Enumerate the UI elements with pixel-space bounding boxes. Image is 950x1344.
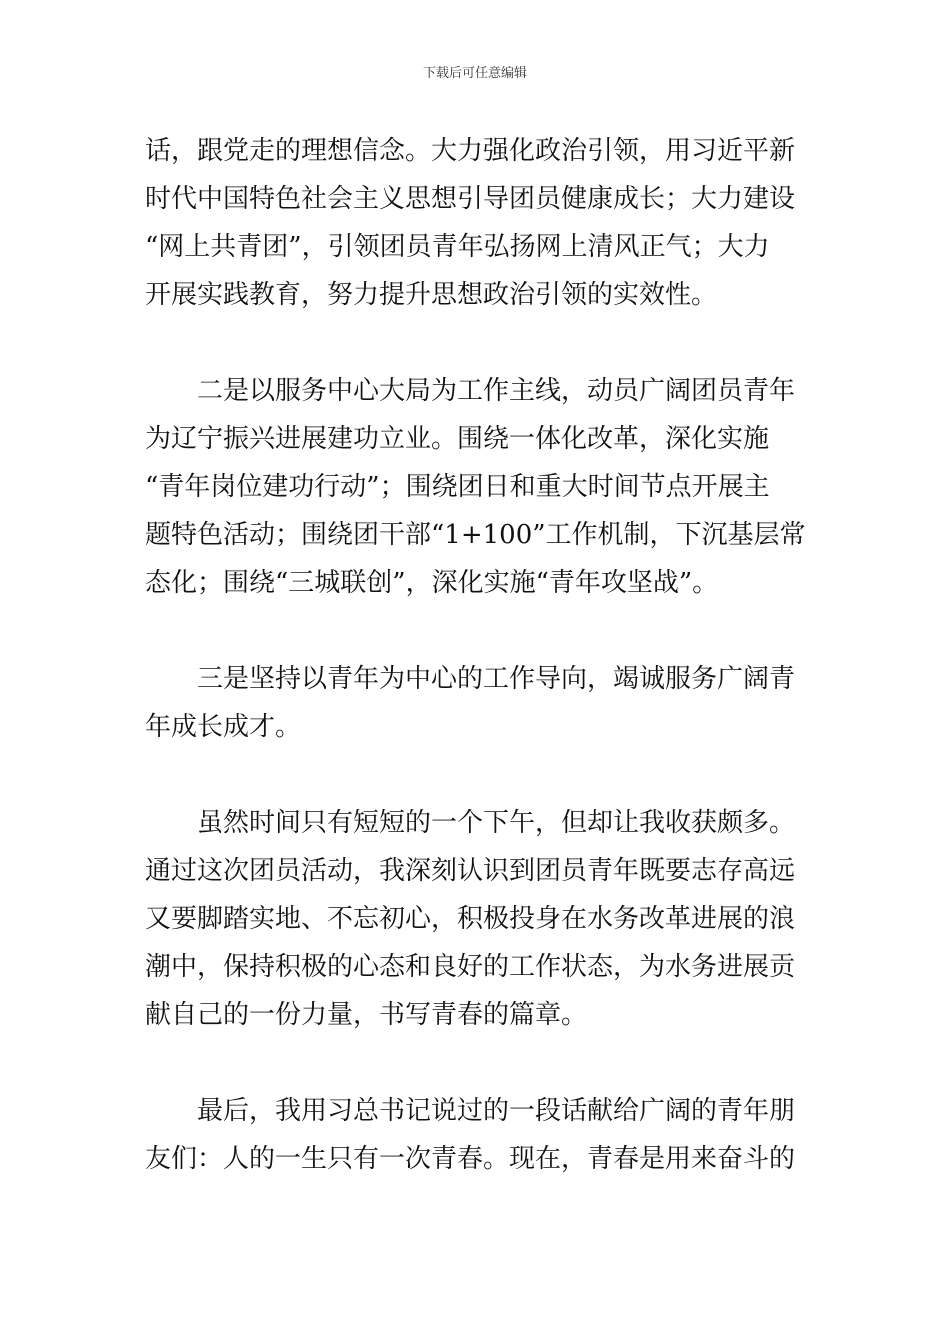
text-line: 为辽宁振兴进展建功立业。围绕一体化改革，深化实施: [145, 424, 770, 454]
text-line: 时代中国特色社会主义思想引导团员健康成长；大力建设: [145, 184, 796, 214]
document-body: [145, 127, 807, 1183]
paragraph-4: [145, 799, 807, 1039]
paragraph-5: [145, 1087, 807, 1183]
text-line: 题特色活动；围绕团干部“1+100”工作机制，下沉基层常: [145, 520, 806, 550]
text-line: 二是以服务中心大局为工作主线，动员广阔团员青年: [197, 376, 796, 406]
text-line: 话，跟党走的理想信念。大力强化政治引领，用习近平新: [145, 136, 796, 166]
text-line: “青年岗位建功行动”；围绕团日和重大时间节点开展主: [145, 472, 770, 502]
text-line: 开展实践教育，努力提升思想政治引领的实效性。: [145, 280, 718, 310]
text-line: 潮中，保持积极的心态和良好的工作状态，为水务进展贡: [145, 952, 796, 982]
text-line: “网上共青团”，引领团员青年弘扬网上清风正气；大力: [145, 232, 770, 262]
text-line: 态化；围绕“三城联创”，深化实施“青年攻坚战”。: [145, 568, 719, 598]
text-line: 三是坚持以青年为中心的工作导向，竭诚服务广阔青: [197, 664, 796, 694]
paragraph-2: [145, 367, 807, 607]
page-header: 下载后可任意编辑: [422, 66, 527, 81]
text-line: 献自己的一份力量，书写青春的篇章。: [145, 1000, 588, 1030]
text-line: 通过这次团员活动，我深刻认识到团员青年既要志存高远: [145, 856, 796, 886]
text-line: 最后，我用习总书记说过的一段话献给广阔的青年朋: [197, 1096, 796, 1126]
text-line: 年成长成才。: [145, 712, 302, 742]
text-line: 又要脚踏实地、不忘初心，积极投身在水务改革进展的浪: [145, 904, 796, 934]
paragraph-1: [145, 127, 807, 319]
paragraph-3: [145, 655, 807, 751]
text-line: 虽然时间只有短短的一个下午，但却让我收获颇多。: [197, 808, 796, 838]
text-line: 友们：人的一生只有一次青春。现在，青春是用来奋斗的: [145, 1144, 796, 1174]
